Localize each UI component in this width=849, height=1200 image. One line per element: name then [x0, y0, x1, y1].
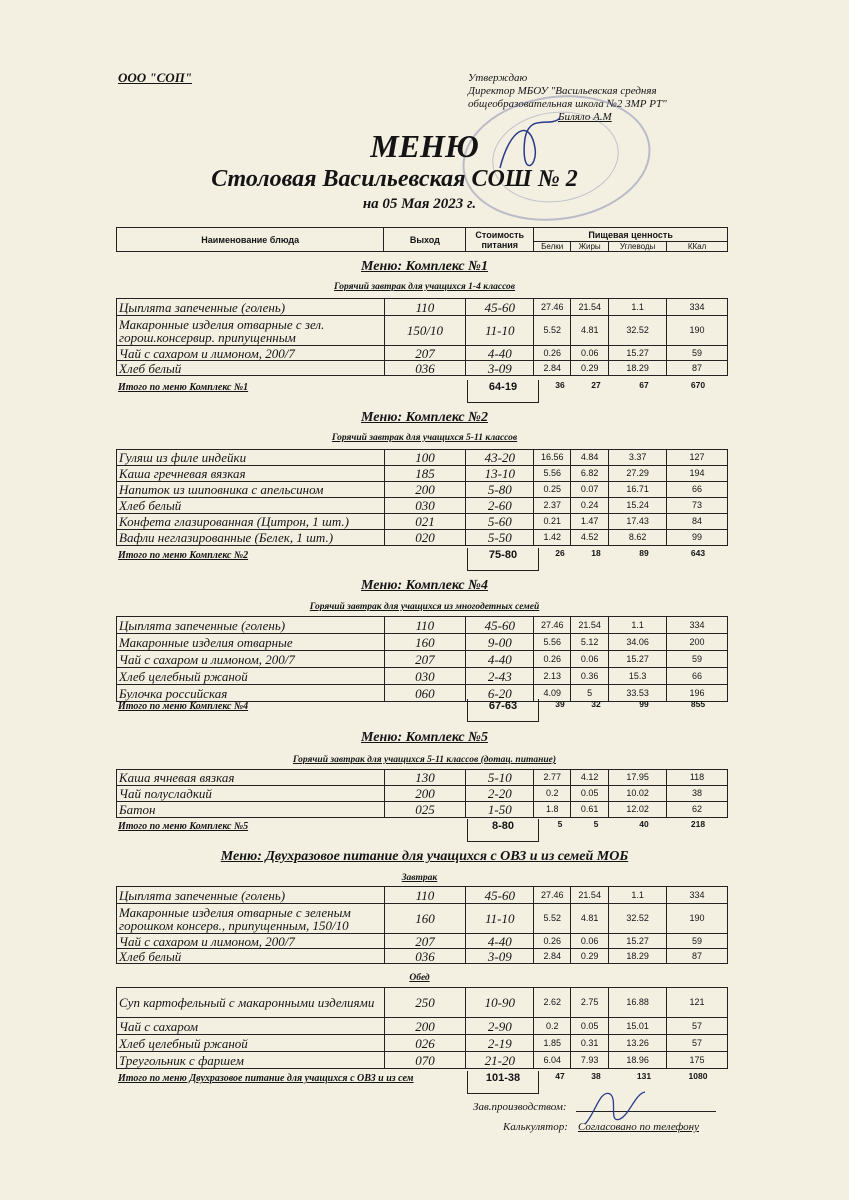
- dish-cost: 2-43: [466, 668, 534, 685]
- dish-carbs: 27.29: [609, 466, 667, 482]
- dish-output: 070: [384, 1052, 466, 1069]
- dish-carbs: 12.02: [609, 802, 667, 818]
- dish-output: 160: [384, 904, 466, 934]
- section-subtitle: Завтрак: [401, 873, 438, 883]
- dish-carbs: 34.06: [609, 634, 667, 651]
- dish-name: Вафли неглазированные (Белек, 1 шт.): [117, 530, 385, 546]
- dish-fat: 0.36: [571, 668, 609, 685]
- dish-kcal: 196: [667, 685, 728, 702]
- dish-name: Цыплята запеченные (голень): [117, 617, 385, 634]
- dish-carbs: 17.95: [609, 770, 667, 786]
- table-row: [117, 802, 728, 818]
- total-cost: 101-38: [467, 1071, 539, 1094]
- section-title: Меню: Комплекс №1: [361, 259, 488, 274]
- dish-protein: 5.56: [534, 634, 571, 651]
- table-row: [117, 934, 728, 949]
- total-kcal: 643: [690, 548, 706, 558]
- dish-kcal: 59: [667, 934, 728, 949]
- dish-kcal: 62: [667, 802, 728, 818]
- header-name: Наименование блюда: [117, 228, 384, 252]
- dish-name: Хлеб белый: [117, 498, 385, 514]
- organization-name: ООО "СОП": [118, 70, 193, 85]
- table-row: [117, 482, 728, 498]
- dish-carbs: 3.37: [609, 450, 667, 466]
- dish-carbs: 1.1: [609, 299, 667, 316]
- dish-fat: 4.81: [571, 904, 609, 934]
- dish-output: 185: [384, 466, 466, 482]
- table-row: [117, 770, 728, 786]
- dish-kcal: 38: [667, 786, 728, 802]
- dish-kcal: 118: [667, 770, 728, 786]
- dish-name: Булочка российская: [117, 685, 385, 702]
- dish-cost: 2-60: [466, 498, 534, 514]
- dish-fat: 0.06: [571, 346, 609, 361]
- dish-fat: 0.29: [571, 361, 609, 376]
- table-row: [117, 514, 728, 530]
- dish-name: Каша гречневая вязкая: [117, 466, 385, 482]
- dish-output: 160: [384, 634, 466, 651]
- dish-output: 036: [384, 361, 466, 376]
- total-label: Итого по меню Комплекс №5: [118, 821, 249, 832]
- dish-cost: 5-80: [466, 482, 534, 498]
- dish-fat: 0.06: [571, 651, 609, 668]
- dish-output: 036: [384, 949, 466, 964]
- dish-protein: 2.37: [534, 498, 571, 514]
- menu-table: [116, 298, 728, 376]
- dish-name: Чай с сахаром и лимоном, 200/7: [117, 651, 385, 668]
- header-carbs: Углеводы: [609, 242, 667, 252]
- table-row: [117, 466, 728, 482]
- header-out: Выход: [384, 228, 466, 252]
- dish-carbs: 18.96: [609, 1052, 667, 1069]
- dish-cost: 3-09: [466, 949, 534, 964]
- dish-protein: 5.52: [534, 904, 571, 934]
- total-protein: 36: [555, 380, 565, 390]
- prod-label: Зав.производством:: [473, 1101, 567, 1113]
- dish-protein: 2.77: [534, 770, 571, 786]
- dish-fat: 0.06: [571, 934, 609, 949]
- menu-table: [116, 449, 728, 546]
- dish-protein: 0.26: [534, 346, 571, 361]
- dish-cost: 43-20: [466, 450, 534, 466]
- section-subtitle: Горячий завтрак для учащихся 1-4 классов: [333, 282, 516, 292]
- dish-output: 030: [384, 498, 466, 514]
- table-row: [117, 361, 728, 376]
- section-subtitle: Горячий завтрак для учащихся из многодетных семей: [309, 602, 540, 612]
- dish-carbs: 15.01: [609, 1018, 667, 1035]
- dish-output: 207: [384, 934, 466, 949]
- page-title: МЕНЮ: [370, 128, 479, 164]
- dish-cost: 9-00: [466, 634, 534, 651]
- dish-kcal: 127: [667, 450, 728, 466]
- dish-protein: 27.46: [534, 299, 571, 316]
- dish-carbs: 16.88: [609, 988, 667, 1018]
- menu-table: [116, 886, 728, 964]
- dish-cost: 2-19: [466, 1035, 534, 1052]
- section-title: Меню: Комплекс №5: [361, 730, 488, 745]
- dish-output: 200: [384, 1018, 466, 1035]
- dish-output: 021: [384, 514, 466, 530]
- approval-line: общеобразовательная школа №2 ЗМР РТ": [468, 98, 667, 110]
- dish-protein: 16.56: [534, 450, 571, 466]
- dish-kcal: 66: [667, 668, 728, 685]
- dish-carbs: 15.27: [609, 934, 667, 949]
- table-row: [117, 904, 728, 934]
- table-row: [117, 617, 728, 634]
- dish-kcal: 334: [667, 887, 728, 904]
- dish-fat: 0.24: [571, 498, 609, 514]
- table-row: [117, 1035, 728, 1052]
- dish-fat: 6.82: [571, 466, 609, 482]
- total-carbs: 40: [639, 819, 649, 829]
- dish-cost: 21-20: [466, 1052, 534, 1069]
- dish-kcal: 59: [667, 651, 728, 668]
- dish-name: Чай полусладкий: [117, 786, 385, 802]
- table-row: [117, 949, 728, 964]
- dish-cost: 5-50: [466, 530, 534, 546]
- dish-fat: 21.54: [571, 617, 609, 634]
- dish-protein: 0.26: [534, 651, 571, 668]
- dish-carbs: 17.43: [609, 514, 667, 530]
- dish-name: Суп картофельный с макаронными изделиями: [117, 988, 385, 1018]
- dish-cost: 2-90: [466, 1018, 534, 1035]
- dish-name: Хлеб белый: [117, 361, 385, 376]
- total-protein: 39: [555, 699, 565, 709]
- total-kcal: 670: [690, 380, 706, 390]
- section-subtitle: Горячий завтрак для учащихся 5-11 классов (дотац. питание): [292, 755, 557, 765]
- dish-carbs: 10.02: [609, 786, 667, 802]
- dish-kcal: 87: [667, 361, 728, 376]
- dish-protein: 0.26: [534, 934, 571, 949]
- dish-output: 250: [384, 988, 466, 1018]
- dish-output: 207: [384, 346, 466, 361]
- dish-fat: 21.54: [571, 887, 609, 904]
- total-carbs: 89: [639, 548, 649, 558]
- dish-kcal: 87: [667, 949, 728, 964]
- dish-name: Хлеб целебный ржаной: [117, 668, 385, 685]
- dish-fat: 4.52: [571, 530, 609, 546]
- dish-protein: 6.04: [534, 1052, 571, 1069]
- table-row: [117, 346, 728, 361]
- total-fat: 5: [593, 819, 599, 829]
- dish-output: 200: [384, 786, 466, 802]
- dish-fat: 7.93: [571, 1052, 609, 1069]
- dish-fat: 4.84: [571, 450, 609, 466]
- dish-carbs: 1.1: [609, 887, 667, 904]
- dish-protein: 5.52: [534, 316, 571, 346]
- total-cost: 8-80: [467, 819, 539, 842]
- dish-kcal: 57: [667, 1035, 728, 1052]
- calc-label: Калькулятор:: [503, 1121, 568, 1133]
- dish-name: Макаронные изделия отварные с зел. горош.консервир. припущенным: [117, 316, 385, 346]
- dish-name: Макаронные изделия отварные с зеленым горошком консерв., припущенным, 150/10: [117, 904, 385, 934]
- dish-cost: 1-50: [466, 802, 534, 818]
- total-carbs: 67: [639, 380, 649, 390]
- approval-line: Утверждаю: [468, 72, 528, 84]
- dish-name: Хлеб белый: [117, 949, 385, 964]
- table-row: [117, 786, 728, 802]
- dish-kcal: 57: [667, 1018, 728, 1035]
- menu-table: [116, 769, 728, 818]
- dish-fat: 21.54: [571, 299, 609, 316]
- total-fat: 38: [591, 1071, 601, 1081]
- dish-output: 200: [384, 482, 466, 498]
- total-cost: 67-63: [467, 699, 539, 722]
- calc-value: Согласовано по телефону: [578, 1121, 699, 1133]
- dish-kcal: 194: [667, 466, 728, 482]
- header-fat: Жиры: [571, 242, 609, 252]
- dish-output: 110: [384, 887, 466, 904]
- dish-cost: 6-20: [466, 685, 534, 702]
- total-label: Итого по меню Комплекс №2: [118, 550, 249, 561]
- dish-protein: 27.46: [534, 887, 571, 904]
- dish-name: Каша ячневая вязкая: [117, 770, 385, 786]
- dish-cost: 3-09: [466, 361, 534, 376]
- dish-kcal: 121: [667, 988, 728, 1018]
- dish-cost: 13-10: [466, 466, 534, 482]
- dish-name: Макаронные изделия отварные: [117, 634, 385, 651]
- dish-protein: 2.62: [534, 988, 571, 1018]
- dish-name: Гуляш из филе индейки: [117, 450, 385, 466]
- header-kcal: ККал: [667, 242, 728, 252]
- dish-cost: 4-40: [466, 934, 534, 949]
- table-row: [117, 668, 728, 685]
- dish-kcal: 200: [667, 634, 728, 651]
- table-row: [117, 530, 728, 546]
- total-label: Итого по меню Комплекс №1: [118, 382, 249, 393]
- dish-output: 110: [384, 299, 466, 316]
- section-title: Меню: Комплекс №4: [361, 578, 488, 593]
- dish-carbs: 15.27: [609, 346, 667, 361]
- total-fat: 32: [591, 699, 601, 709]
- dish-kcal: 175: [667, 1052, 728, 1069]
- dish-output: 025: [384, 802, 466, 818]
- dish-cost: 45-60: [466, 299, 534, 316]
- total-protein: 26: [555, 548, 565, 558]
- dish-output: 207: [384, 651, 466, 668]
- dish-fat: 5.12: [571, 634, 609, 651]
- dish-cost: 45-60: [466, 617, 534, 634]
- total-label: Итого по меню Двухразовое питание для учащихся с ОВЗ и из сем: [118, 1073, 414, 1084]
- dish-output: 100: [384, 450, 466, 466]
- dish-carbs: 16.71: [609, 482, 667, 498]
- section-subtitle: Обед: [409, 973, 430, 983]
- header-cost: Стоимость питания: [466, 228, 534, 252]
- dish-cost: 11-10: [466, 316, 534, 346]
- dish-output: 060: [384, 685, 466, 702]
- table-row: [117, 1018, 728, 1035]
- header-protein: Белки: [534, 242, 571, 252]
- dish-protein: 4.09: [534, 685, 571, 702]
- dish-cost: 45-60: [466, 887, 534, 904]
- dish-kcal: 334: [667, 299, 728, 316]
- dish-carbs: 1.1: [609, 617, 667, 634]
- dish-kcal: 59: [667, 346, 728, 361]
- dish-kcal: 66: [667, 482, 728, 498]
- dish-protein: 0.2: [534, 1018, 571, 1035]
- dish-fat: 4.12: [571, 770, 609, 786]
- dish-kcal: 334: [667, 617, 728, 634]
- dish-output: 110: [384, 617, 466, 634]
- table-row: [117, 450, 728, 466]
- dish-name: Хлеб целебный ржаной: [117, 1035, 385, 1052]
- dish-name: Цыплята запеченные (голень): [117, 887, 385, 904]
- dish-protein: 27.46: [534, 617, 571, 634]
- dish-kcal: 73: [667, 498, 728, 514]
- total-label: Итого по меню Комплекс №4: [118, 701, 249, 712]
- dish-output: 026: [384, 1035, 466, 1052]
- dish-carbs: 32.52: [609, 904, 667, 934]
- dish-name: Треугольник с фаршем: [117, 1052, 385, 1069]
- section-subtitle: Горячий завтрак для учащихся 5-11 классов: [331, 433, 518, 443]
- dish-name: Чай с сахаром и лимоном, 200/7: [117, 934, 385, 949]
- table-header: [116, 227, 728, 252]
- dish-protein: 1.42: [534, 530, 571, 546]
- total-carbs: 99: [639, 699, 649, 709]
- header-nutrition: Пищевая ценность: [534, 228, 728, 242]
- dish-cost: 5-60: [466, 514, 534, 530]
- total-cost: 75-80: [467, 548, 539, 571]
- dish-protein: 0.21: [534, 514, 571, 530]
- dish-cost: 4-40: [466, 346, 534, 361]
- table-row: [117, 1052, 728, 1069]
- dish-carbs: 32.52: [609, 316, 667, 346]
- menu-table: [116, 987, 728, 1069]
- dish-name: Батон: [117, 802, 385, 818]
- dish-carbs: 13.26: [609, 1035, 667, 1052]
- dish-protein: 0.25: [534, 482, 571, 498]
- dish-protein: 2.84: [534, 949, 571, 964]
- dish-output: 030: [384, 668, 466, 685]
- dish-output: 020: [384, 530, 466, 546]
- dish-carbs: 18.29: [609, 361, 667, 376]
- total-kcal: 218: [690, 819, 706, 829]
- dish-fat: 0.05: [571, 786, 609, 802]
- dish-cost: 5-10: [466, 770, 534, 786]
- dish-kcal: 190: [667, 904, 728, 934]
- dish-name: Чай с сахаром и лимоном, 200/7: [117, 346, 385, 361]
- table-row: [117, 887, 728, 904]
- total-fat: 27: [591, 380, 601, 390]
- section-title: Меню: Комплекс №2: [361, 410, 488, 425]
- table-row: [117, 651, 728, 668]
- dish-fat: 2.75: [571, 988, 609, 1018]
- dish-kcal: 190: [667, 316, 728, 346]
- dish-fat: 5: [571, 685, 609, 702]
- dish-name: Напиток из шиповника с апельсином: [117, 482, 385, 498]
- dish-carbs: 18.29: [609, 949, 667, 964]
- menu-table: [116, 616, 728, 702]
- dish-fat: 0.31: [571, 1035, 609, 1052]
- table-row: [117, 316, 728, 346]
- dish-name: Конфета глазированная (Цитрон, 1 шт.): [117, 514, 385, 530]
- dish-output: 150/10: [384, 316, 466, 346]
- dish-protein: 5.56: [534, 466, 571, 482]
- table-row: [117, 299, 728, 316]
- dish-fat: 0.61: [571, 802, 609, 818]
- dish-protein: 2.13: [534, 668, 571, 685]
- dish-cost: 11-10: [466, 904, 534, 934]
- dish-protein: 1.85: [534, 1035, 571, 1052]
- dish-protein: 2.84: [534, 361, 571, 376]
- dish-name: Цыплята запеченные (голень): [117, 299, 385, 316]
- total-fat: 18: [591, 548, 601, 558]
- total-kcal: 1080: [688, 1071, 708, 1081]
- menu-date: на 05 Мая 2023 г.: [362, 196, 477, 212]
- dish-fat: 0.07: [571, 482, 609, 498]
- total-cost: 64-19: [467, 380, 539, 403]
- dish-kcal: 84: [667, 514, 728, 530]
- dish-carbs: 15.27: [609, 651, 667, 668]
- dish-fat: 1.47: [571, 514, 609, 530]
- dish-carbs: 15.3: [609, 668, 667, 685]
- approval-line: Директор МБОУ "Васильевская средняя: [468, 85, 657, 97]
- dish-cost: 10-90: [466, 988, 534, 1018]
- dish-protein: 1.8: [534, 802, 571, 818]
- dish-output: 130: [384, 770, 466, 786]
- dish-fat: 4.81: [571, 316, 609, 346]
- dish-carbs: 8.62: [609, 530, 667, 546]
- dish-name: Чай с сахаром: [117, 1018, 385, 1035]
- dish-cost: 4-40: [466, 651, 534, 668]
- table-row: [117, 634, 728, 651]
- dish-cost: 2-20: [466, 786, 534, 802]
- section-title: Меню: Двухразовое питание для учащихся с ОВЗ и из семей МОБ: [220, 849, 629, 864]
- table-row: [117, 498, 728, 514]
- total-protein: 47: [555, 1071, 565, 1081]
- dish-fat: 0.29: [571, 949, 609, 964]
- table-row: [117, 988, 728, 1018]
- dish-protein: 0.2: [534, 786, 571, 802]
- dish-kcal: 99: [667, 530, 728, 546]
- total-carbs: 131: [636, 1071, 652, 1081]
- dish-carbs: 33.53: [609, 685, 667, 702]
- total-protein: 5: [557, 819, 563, 829]
- dish-carbs: 15.24: [609, 498, 667, 514]
- page-subtitle: Столовая Васильевская СОШ № 2: [211, 166, 578, 192]
- total-kcal: 855: [690, 699, 706, 709]
- dish-fat: 0.05: [571, 1018, 609, 1035]
- director-name: Биляло А.М: [558, 111, 612, 123]
